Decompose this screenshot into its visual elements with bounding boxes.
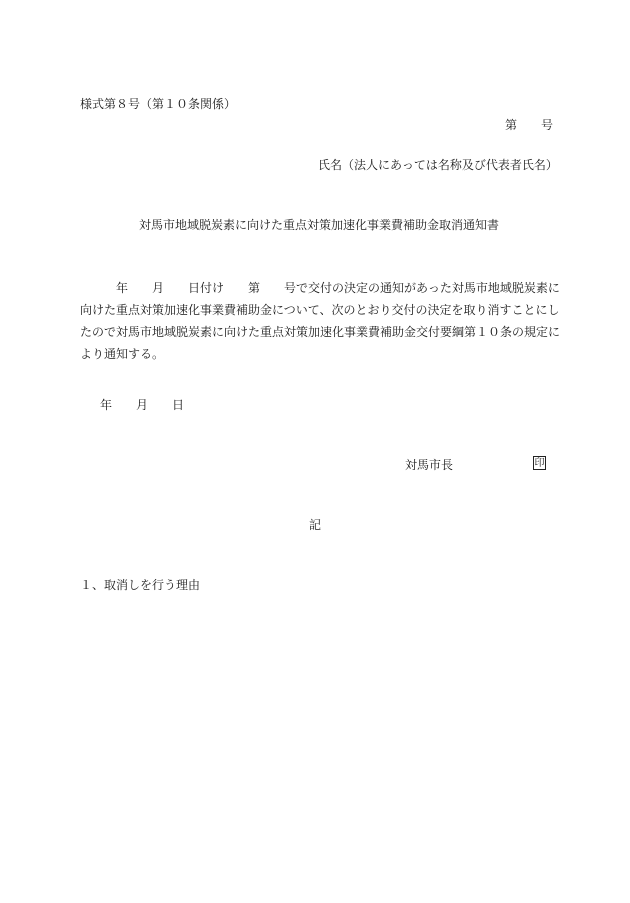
record-heading: 記: [309, 518, 322, 532]
body-line: より通知する。: [80, 347, 165, 361]
document-title: 対馬市地域脱炭素に向けた重点対策加速化事業費補助金取消通知書: [139, 218, 500, 232]
recipient-name: 氏名（法人にあっては名称及び代表者氏名）: [318, 158, 558, 172]
mayor-signature: 対馬市長: [405, 458, 454, 472]
body-paragraph: [80, 277, 561, 365]
seal-stamp: 印: [534, 458, 545, 469]
issue-date: 年 月 日: [100, 398, 185, 412]
body-line: たので対馬市地域脱炭素に向けた重点対策加速化事業費補助金交付要綱第１０条の規定に: [80, 325, 561, 339]
body-line: 向けた重点対策加速化事業費補助金について、次のとおり交付の決定を取り消すことにし: [80, 303, 560, 317]
body-line: 年 月 日付け 第 号で交付の決定の通知があった対馬市地域脱炭素に: [80, 281, 560, 295]
cancellation-reason-item: １、取消しを行う理由: [80, 578, 201, 592]
form-number: 様式第８号（第１０条関係）: [80, 97, 237, 111]
document-number: 第 号: [505, 118, 554, 132]
